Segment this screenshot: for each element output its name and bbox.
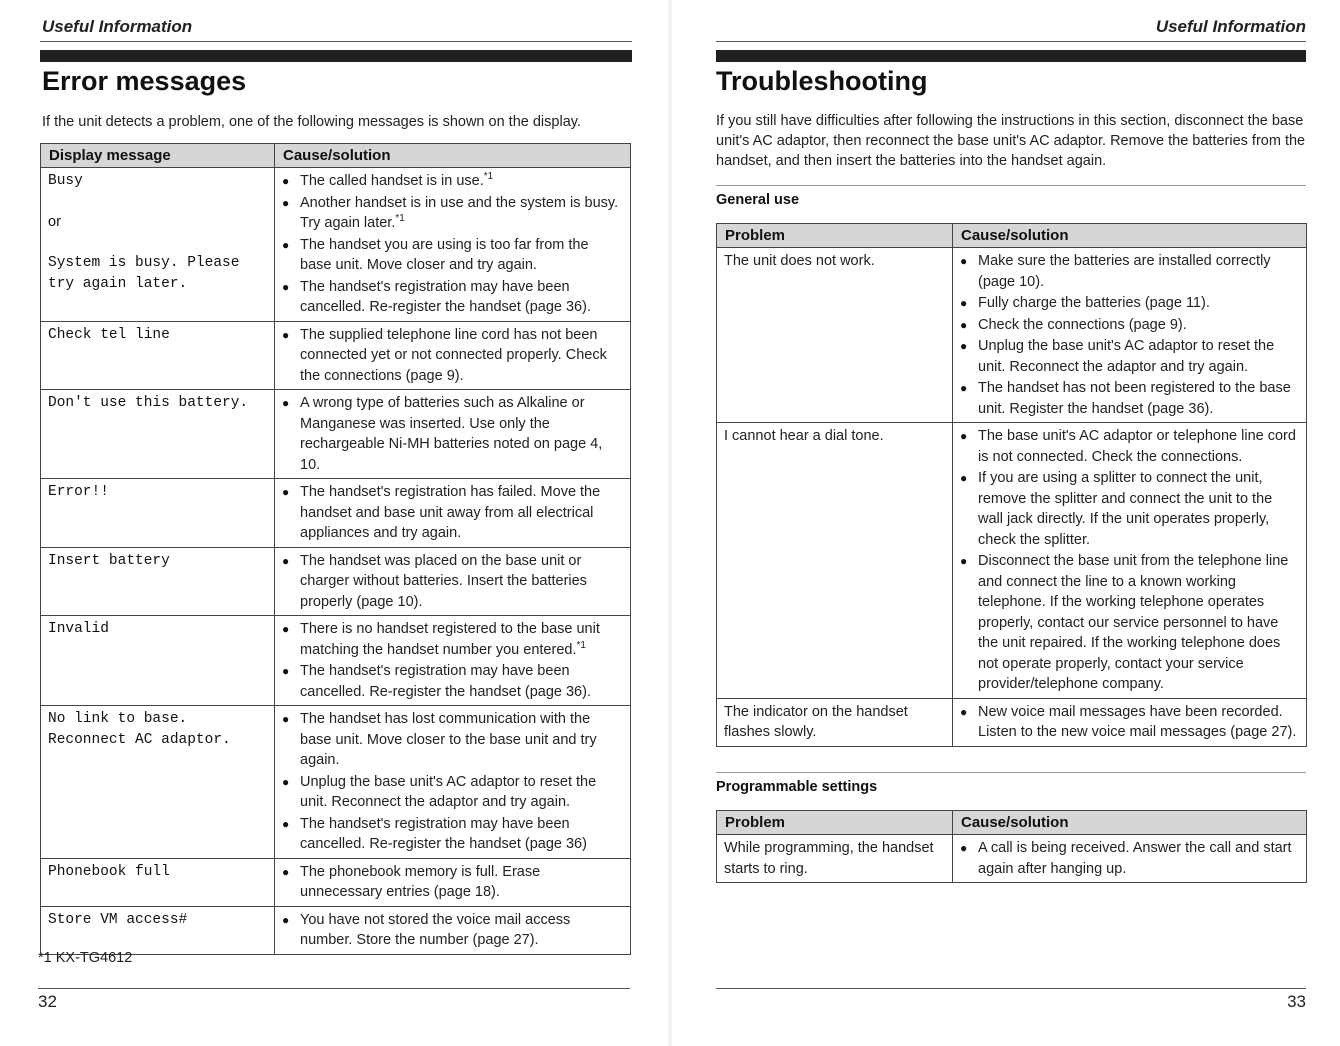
cause-list <box>282 619 623 702</box>
cause-solution-cell <box>275 168 631 322</box>
cause-text: The handset's registration has failed. Move the handset and base unit away from all electrical appliances and try again. <box>300 484 601 541</box>
page-number: 33 <box>1287 992 1306 1011</box>
display-message-line: try again later. <box>48 275 188 292</box>
cause-solution-cell <box>275 858 631 906</box>
display-message-cell <box>41 547 275 616</box>
cause-text: Fully charge the batteries (page 11). <box>978 295 1210 311</box>
cause-item <box>282 482 623 544</box>
problem-cell: I cannot hear a dial tone. <box>717 423 953 699</box>
table-row <box>41 706 631 859</box>
cause-list <box>960 702 1299 743</box>
table-row <box>717 423 1307 699</box>
problem-cell: The unit does not work. <box>717 248 953 423</box>
display-message-cell <box>41 706 275 859</box>
table-row <box>41 616 631 706</box>
table-row <box>41 547 631 616</box>
table-row <box>717 698 1307 746</box>
display-message-line <box>48 233 267 254</box>
cause-text: Check the connections (page 9). <box>978 316 1187 333</box>
cause-solution-cell <box>953 835 1307 883</box>
table-row <box>41 906 631 954</box>
cause-list <box>282 325 623 387</box>
cause-item <box>282 325 623 387</box>
cause-text: The supplied telephone line cord has not been connected yet or not connected properly. Check the connections (page 9). <box>300 326 607 384</box>
cause-text: Make sure the batteries are installed correctly (page 10). <box>978 253 1271 290</box>
table-row <box>41 321 631 390</box>
display-message-line: Reconnect AC adaptor. <box>48 731 231 748</box>
cause-text: Unplug the base unit's AC adaptor to reset the unit. Reconnect the adaptor and try again. <box>300 773 597 810</box>
footer-rule <box>38 988 630 989</box>
display-message-cell <box>41 616 275 706</box>
cause-solution-cell <box>275 616 631 706</box>
cause-item <box>960 378 1299 419</box>
cause-item <box>282 551 623 613</box>
cause-item <box>282 277 623 318</box>
cause-text: The handset was placed on the base unit or charger without batteries. Insert the batteries properly (page 10). <box>300 552 587 610</box>
cause-list <box>282 171 623 318</box>
cause-item <box>282 772 623 813</box>
display-message-line: Phonebook full <box>48 863 170 880</box>
display-message-line: Busy <box>48 173 83 189</box>
display-message-line: System is busy. Please <box>48 255 240 271</box>
header-rule <box>716 41 1306 42</box>
display-message-line: Insert battery <box>48 552 170 569</box>
cause-text: New voice mail messages have been recorded. Listen to the new voice mail messages (page 27). <box>978 703 1297 740</box>
cause-text: Disconnect the base unit from the telephone line and connect the line to a known working telephone. If the working telephone operates properly, contact our service personnel to have the unit repaired. If the working telephone does not operate properly, contact your service provider/telephone company. <box>978 553 1289 692</box>
cause-text: The handset's registration may have been cancelled. Re-register the handset (page 36) <box>300 815 587 852</box>
table-row <box>41 168 631 322</box>
cause-item <box>960 336 1299 377</box>
column-header: Cause/solution <box>953 811 1307 835</box>
cause-item <box>282 862 623 903</box>
display-message-line: Store VM access# <box>48 911 188 928</box>
display-message-line: Don't use this battery. <box>48 395 249 411</box>
display-message-cell <box>41 479 275 548</box>
table-row <box>41 858 631 906</box>
display-message-line: Invalid <box>48 621 109 637</box>
cause-item <box>282 619 623 660</box>
cause-text: There is no handset registered to the base unit matching the handset number you entered. <box>300 621 600 658</box>
header-bar <box>40 50 632 62</box>
cause-text: The handset has not been registered to the base unit. Register the handset (page 36). <box>978 380 1291 417</box>
cause-text: If you are using a splitter to connect the unit, remove the splitter and connect the unit to the wall jack directly. If the unit operates properly, check the splitter. <box>978 470 1273 548</box>
cause-item <box>282 235 623 276</box>
cause-text: A wrong type of batteries such as Alkaline or Manganese was inserted. Use only the rechargeable Ni-MH batteries noted on page 4, 10. <box>300 395 603 473</box>
cause-item <box>960 551 1299 695</box>
table-row <box>717 835 1307 883</box>
column-header: Problem <box>717 811 953 835</box>
section-rule <box>716 772 1306 773</box>
cause-list <box>960 838 1299 879</box>
display-message-line <box>48 192 267 213</box>
cause-list <box>960 251 1299 419</box>
cause-text: A call is being received. Answer the call and start again after hanging up. <box>978 840 1292 877</box>
programmable-settings-table <box>716 810 1307 883</box>
cause-solution-cell <box>275 479 631 548</box>
cause-item <box>960 293 1299 314</box>
cause-text: The called handset is in use. <box>300 173 484 189</box>
display-message-cell <box>41 321 275 390</box>
page-title: Error messages <box>42 66 247 96</box>
column-header: Cause/solution <box>953 224 1307 248</box>
display-message-cell <box>41 906 275 954</box>
table-row <box>717 248 1307 423</box>
cause-item <box>960 838 1299 879</box>
cause-item <box>282 910 623 951</box>
section-rule <box>716 185 1306 186</box>
cause-list <box>282 709 623 855</box>
cause-text: The base unit's AC adaptor or telephone line cord is not connected. Check the connections. <box>978 428 1296 465</box>
table-header-row <box>41 144 631 168</box>
column-header: Display message <box>41 144 275 168</box>
cause-item <box>282 193 623 234</box>
display-message-line: No link to base. <box>48 711 188 727</box>
cause-item <box>282 661 623 702</box>
cause-item <box>960 468 1299 550</box>
cause-text: The handset you are using is too far from the base unit. Move closer and try again. <box>300 236 589 273</box>
cause-list <box>282 482 623 544</box>
display-message-cell <box>41 390 275 479</box>
cause-text: Another handset is in use and the system is busy. Try again later. <box>300 194 619 231</box>
general-use-table <box>716 223 1307 747</box>
cause-list <box>960 426 1299 695</box>
cause-text: The handset's registration may have been cancelled. Re-register the handset (page 36). <box>300 663 591 700</box>
cause-item <box>960 251 1299 292</box>
display-message-line: or <box>48 214 61 230</box>
page-title: Troubleshooting <box>716 66 928 96</box>
display-message-line: Check tel line <box>48 326 170 343</box>
display-message-line: Error!! <box>48 484 109 500</box>
cause-item <box>960 315 1299 336</box>
header-bar <box>716 50 1306 62</box>
problem-cell: The indicator on the handset flashes slowly. <box>717 698 953 746</box>
left-page <box>0 0 668 1046</box>
cause-item <box>282 814 623 855</box>
cause-list <box>282 862 623 903</box>
header-rule <box>40 41 632 42</box>
table-row <box>41 479 631 548</box>
display-message-cell <box>41 858 275 906</box>
cause-text: The handset's registration may have been cancelled. Re-register the handset (page 36). <box>300 278 591 315</box>
display-message-cell <box>41 168 275 322</box>
cause-list <box>282 910 623 951</box>
intro-text: If the unit detects a problem, one of the following messages is shown on the display. <box>42 114 581 130</box>
footnote: *1 KX-TG4612 <box>38 950 133 966</box>
column-header: Problem <box>717 224 953 248</box>
cause-solution-cell <box>953 698 1307 746</box>
general-use-heading: General use <box>716 192 800 208</box>
cause-text: The handset has lost communication with the base unit. Move closer to the base unit and try again. <box>300 711 597 768</box>
footnote-ref: *1 <box>395 213 405 225</box>
cause-text: Unplug the base unit's AC adaptor to reset the unit. Reconnect the adaptor and try again. <box>978 338 1275 375</box>
page-number: 32 <box>38 992 57 1011</box>
cause-list <box>282 393 623 475</box>
footer-rule <box>716 988 1306 989</box>
table-header-row <box>717 224 1307 248</box>
cause-solution-cell <box>953 248 1307 423</box>
intro-text: If you still have difficulties after following the instructions in this section, disconnect the base unit's AC adaptor, then reconnect the base unit's AC adaptor. Remove the batteries from the handset, and then insert the batteries into the handset again. <box>716 113 1306 169</box>
cause-solution-cell <box>275 547 631 616</box>
right-page <box>672 0 1340 1046</box>
error-messages-table <box>40 143 631 955</box>
cause-solution-cell <box>275 906 631 954</box>
footnote-ref: *1 <box>483 171 494 183</box>
cause-solution-cell <box>953 423 1307 699</box>
cause-text: The phonebook memory is full. Erase unnecessary entries (page 18). <box>300 863 541 900</box>
cause-solution-cell <box>275 321 631 390</box>
problem-cell: While programming, the handset starts to ring. <box>717 835 953 883</box>
section-header: Useful Information <box>1155 17 1306 36</box>
table-header-row <box>717 811 1307 835</box>
table-row <box>41 390 631 479</box>
cause-item <box>282 709 623 771</box>
cause-solution-cell <box>275 706 631 859</box>
cause-item <box>282 171 623 192</box>
column-header: Cause/solution <box>275 144 631 168</box>
cause-item <box>960 426 1299 467</box>
section-header: Useful Information <box>42 17 193 36</box>
cause-solution-cell <box>275 390 631 479</box>
programmable-settings-heading: Programmable settings <box>716 779 878 795</box>
cause-item <box>960 702 1299 743</box>
cause-list <box>282 551 623 613</box>
cause-text: You have not stored the voice mail access number. Store the number (page 27). <box>300 911 571 948</box>
cause-item <box>282 393 623 475</box>
footnote-ref: *1 <box>576 639 586 651</box>
